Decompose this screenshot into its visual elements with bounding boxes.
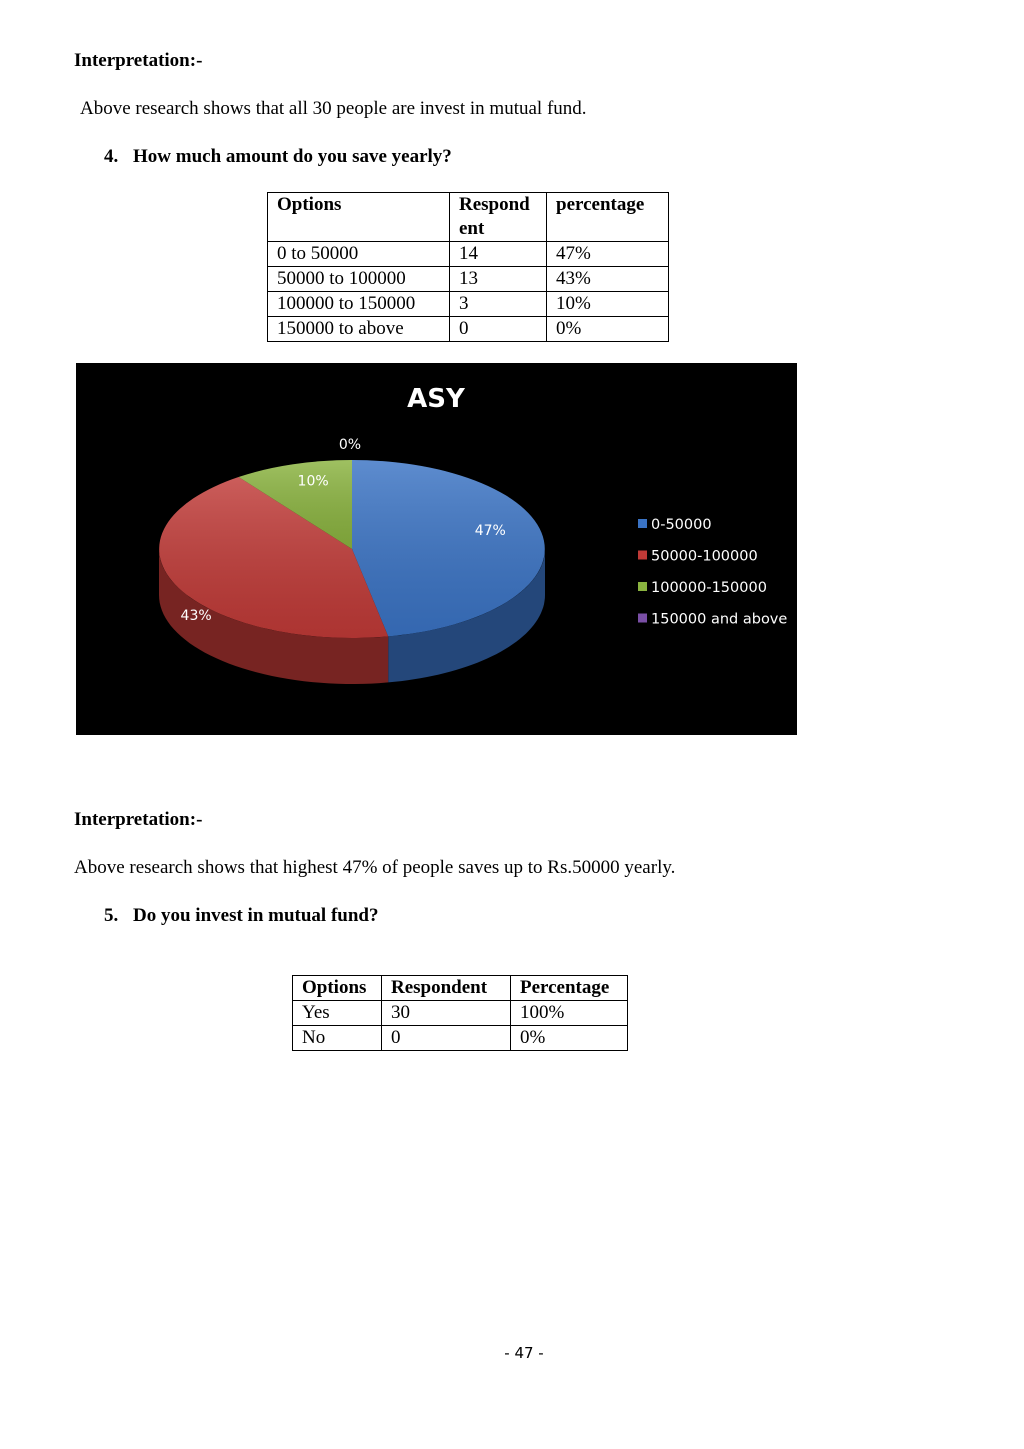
legend-label: 0-50000 [651,517,712,533]
header-percentage: percentage [547,193,669,242]
cell-option: 100000 to 150000 [268,292,450,317]
legend-swatch [638,582,647,591]
cell-respondent: 14 [450,242,547,267]
cell-respondent: 3 [450,292,547,317]
legend-label: 150000 and above [651,611,788,628]
cell-percentage: 0% [547,317,669,342]
question-5-text: Do you invest in mutual fund? [133,905,379,926]
header-respondent-line1: Respond [459,194,530,215]
legend-swatch [638,519,647,528]
pie-data-label: 47% [474,523,506,539]
header-respondent: Respondent [382,976,511,1001]
question-5-number: 5. [104,905,119,926]
cell-percentage: 43% [547,267,669,292]
table-row [293,1001,628,1026]
table-row [268,317,669,342]
cell-option: 150000 to above [268,317,450,342]
interpretation-text-2: Above research shows that highest 47% of people saves up to Rs.50000 yearly. [74,857,676,878]
table-row [268,242,669,267]
legend-label: 50000-100000 [651,548,758,565]
pie-data-label: 0% [338,437,362,453]
cell-respondent: 0 [450,317,547,342]
chart-title: ASY [407,384,465,414]
interpretation-text-1: Above research shows that all 30 people are invest in mutual fund. [80,98,587,119]
table-header-row [293,976,628,1001]
cell-respondent: 30 [382,1001,511,1026]
savings-table [267,192,669,342]
pie-data-label: 10% [297,473,329,490]
pie-slices [159,460,545,684]
chart-legend [638,517,787,628]
table-row [268,292,669,317]
question-5 [104,905,378,927]
interpretation-heading-1: Interpretation:- [74,50,203,71]
cell-option: 50000 to 100000 [268,267,450,292]
header-respondent [450,193,547,242]
cell-percentage: 0% [511,1026,628,1051]
mutual-fund-table [292,975,628,1051]
pie-data-label: 43% [180,608,212,625]
table-row [293,1026,628,1051]
cell-option: No [293,1026,382,1051]
legend-swatch [638,614,647,623]
cell-option: 0 to 50000 [268,242,450,267]
page-number: - 47 - [504,1344,544,1362]
table-row [268,267,669,292]
legend-swatch [638,551,647,560]
cell-percentage: 10% [547,292,669,317]
table-header-row [268,193,669,242]
header-percentage: Percentage [511,976,628,1001]
cell-option: Yes [293,1001,382,1026]
pie-chart-svg [76,363,797,735]
header-options: Options [293,976,382,1001]
legend-label: 100000-150000 [651,580,767,596]
question-4-number: 4. [104,146,119,167]
interpretation-heading-2: Interpretation:- [74,809,203,830]
cell-percentage: 100% [511,1001,628,1026]
pie-chart [76,363,797,735]
header-respondent-line2: ent [459,218,485,239]
question-4-text: How much amount do you save yearly? [133,146,452,167]
cell-respondent: 0 [382,1026,511,1051]
header-options: Options [268,193,450,242]
cell-respondent: 13 [450,267,547,292]
question-4 [104,146,452,168]
cell-percentage: 47% [547,242,669,267]
